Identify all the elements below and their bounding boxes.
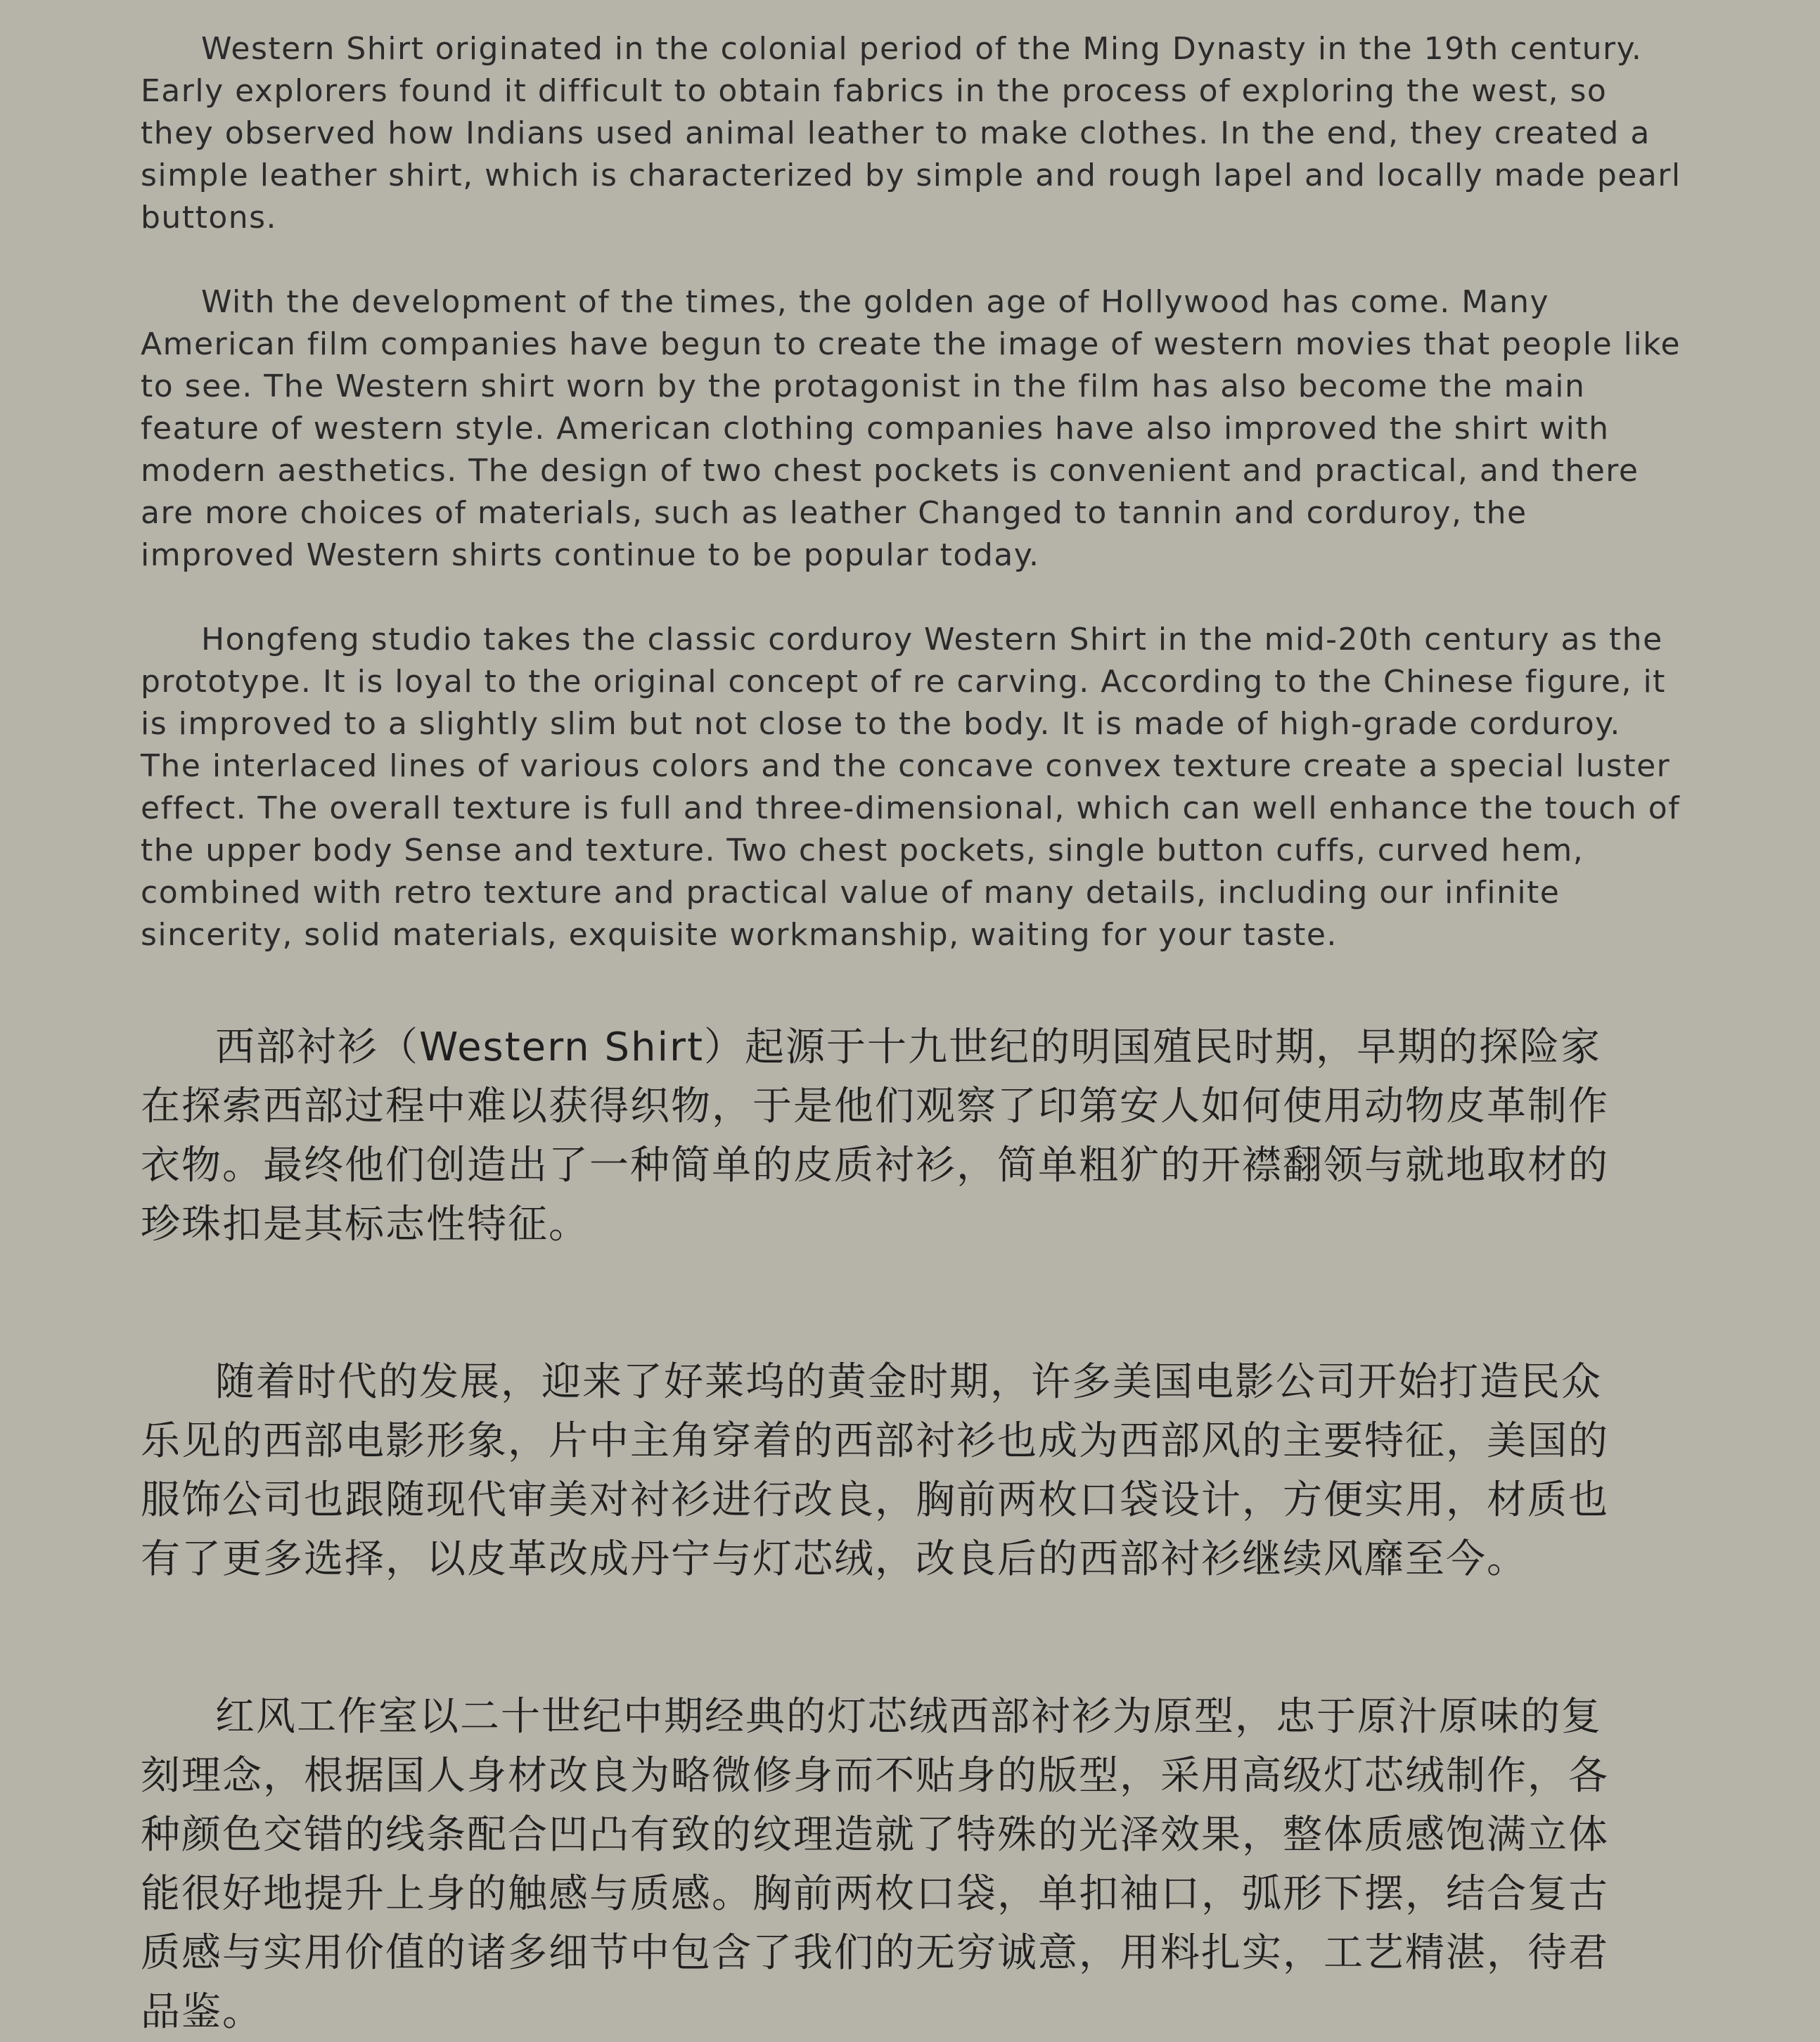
chinese-paragraph-hollywood: 随着时代的发展，迎来了好莱坞的黄金时期，许多美国电影公司开始打造民众乐见的西部电影形象，片中主角穿着的西部衬衫也成为西部风的主要特征，美国的服饰公司也跟随现代审美对衬衫进行改良，胸前两枚口袋设计，方便实用，材质也有了更多选择，以皮革改成丹宁与灯芯绒，改良后的西部衬衫继续风靡至今。 bbox=[141, 1359, 1609, 1582]
english-paragraph-hollywood: With the development of the times, the golden age of Hollywood has come. Many American film companies have begun to create the image of western movies that people like to see. The Western shirt worn by the protagonist in the film has also become the main feature of western style. American clothing companies have also improved the shirt with modern aesthetics. The design of two chest pockets is convenient and practical, and there are more choices of materials, such as leather Changed to tannin and corduroy, the improved Western shirts continue to be popular today. bbox=[141, 284, 1681, 573]
english-paragraph-hongfeng: Hongfeng studio takes the classic corduroy Western Shirt in the mid-20th century as the prototype. It is loyal to the original concept of re carving. According to the Chinese figure, it is improved to a slightly slim but not close to the body. It is made of high-grade corduroy. The interlaced lines of various colors and the concave convex texture create a special luster effect. The overall texture is full and three-dimensional, which can well enhance the touch of the upper body Sense and texture. Two chest pockets, single button cuffs, curved hem, combined with retro texture and practical value of many details, including our infinite sincerity, solid materials, exquisite workmanship, waiting for your taste. bbox=[141, 622, 1681, 953]
chinese-section bbox=[141, 1018, 1688, 2042]
english-paragraph-origin: Western Shirt originated in the colonial period of the Ming Dynasty in the 19th century. Early explorers found it difficult to obtain fabrics in the process of exploring the west, so they observed how Indians used animal leather to make clothes. In the end, they created a simple leather shirt, which is characterized by simple and rough lapel and locally made pearl buttons. bbox=[141, 31, 1681, 236]
chinese-paragraph-hongfeng: 红风工作室以二十世纪中期经典的灯芯绒西部衬衫为原型，忠于原汁原味的复刻理念，根据国人身材改良为略微修身而不贴身的版型，采用高级灯芯绒制作，各种颜色交错的线条配合凹凸有致的纹理造就了特殊的光泽效果，整体质感饱满立体能很好地提升上身的触感与质感。胸前两枚口袋，单扣袖口，弧形下摆，结合复古质感与实用价值的诸多细节中包含了我们的无穷诚意，用料扎实，工艺精湛，待君品鉴。 bbox=[141, 1694, 1609, 2035]
chinese-paragraph-origin: 西部衬衫（Western Shirt）起源于十九世纪的明国殖民时期，早期的探险家在探索西部过程中难以获得织物，于是他们观察了印第安人如何使用动物皮革制作衣物。最终他们创造出了一种简单的皮质衬衫，简单粗犷的开襟翻领与就地取材的珍珠扣是其标志性特征。 bbox=[141, 1025, 1609, 1247]
article-body bbox=[141, 28, 1688, 2042]
english-section bbox=[141, 28, 1688, 956]
